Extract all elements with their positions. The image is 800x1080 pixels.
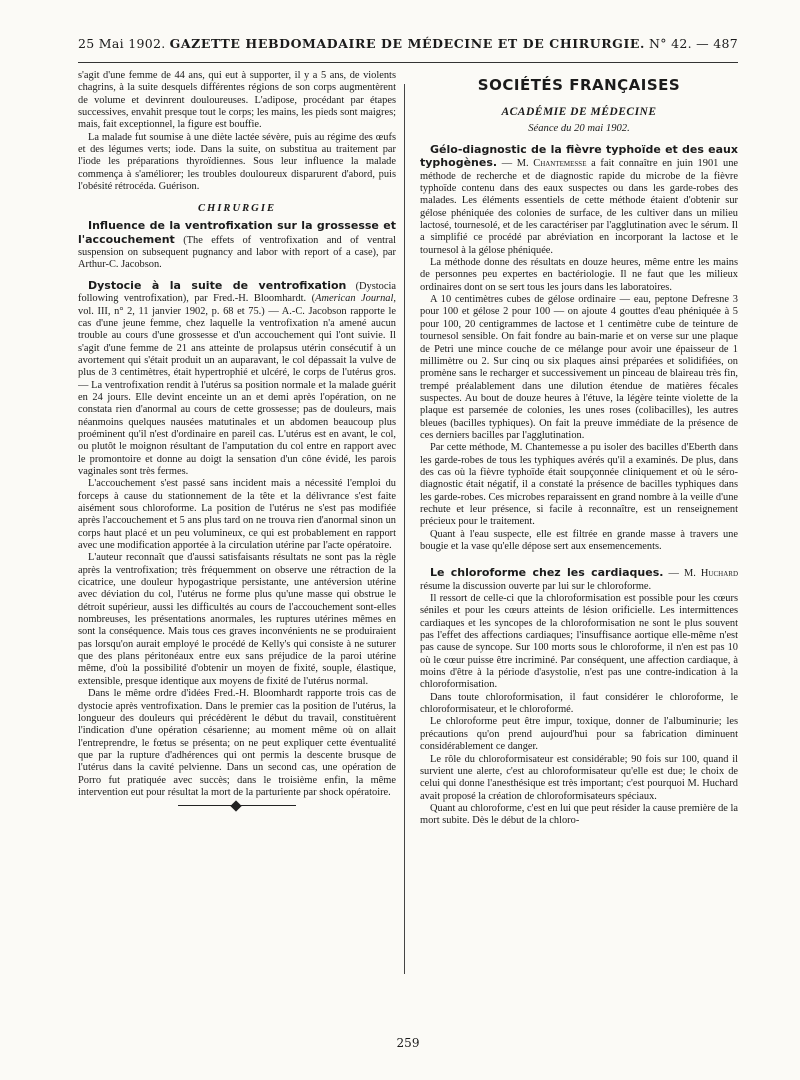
paragraph: Dans le même ordre d'idées Fred.-H. Bloomhardt rapporte trois cas de dystocie après ventrofixation. Dans le premier cas la position de l'utérus, la longueur des douleurs qui précédèrent le début du travail, constituèrent l'indication d'une opération césarienne; au moment même où on allait l'entreprendre, le fœtus se présenta; on ne peut expliquer cette éventualité que par la rupture d'adhérences qui ont permis la descente brusque de l'utérus dans la cavité pelvienne. Dans un second cas, une opération de Porro fut pratiquée avec succès; dans le troisième enfin, la même intervention eut pour résultat la mort de la parturiente par shock opératoire. xyxy=(78,688,396,798)
article-title: Le chloroforme chez les cardiaques. xyxy=(430,566,664,580)
paragraph: A 10 centimètres cubes de gélose ordinaire — eau, peptone Defresne 3 pour 100 et gélose 2 pour 100 — on ajoute 4 gouttes d'eau phéniquée à 5 pour 100, 20 centigrammes de lactose et 1 centimètre cube de teinture de tournesol sensible. On fait fondre au bain-marie et on verse sur une plaque de Petri une mince couche de ce mélange pour avoir une épaisseur de 1 millimètre ou 2. Sur cinq ou six plaques ainsi préparées et solidifiées, on promène sans le recharger et successivement un pinceau de blaireau très fin, trempé préalablement dans une dilution étendue de matières fécales suspectes. Au bout de douze heures à l'étuve, la légère teinte violette de la plaque est parsemée de colonies, les unes roses (colibacilles), les autres bleues (bacilles typhiques). On fait la preuve immédiate de la présence de ces derniers bacilles par l'agglutination. xyxy=(420,294,738,441)
paragraph: Dans toute chloroformisation, il faut considérer le chloroforme, le chloroformisateur, et le chloroformé. xyxy=(420,691,738,716)
article-title: Gélo-diagnostic de la fièvre typhoïde et des eaux typhogènes. xyxy=(420,143,738,170)
header-issue-page: N° 42. — 487 xyxy=(649,36,738,51)
article-title: Influence de la ventrofixation sur la grossesse et l'accouchement xyxy=(78,219,396,246)
section-heading: CHIRURGIE xyxy=(197,203,277,215)
header-journal-title: GAZETTE HEBDOMADAIRE DE MÉDECINE ET DE CHIRURGIE. xyxy=(169,36,645,51)
journal-name: American Journal xyxy=(315,293,394,305)
article-body: a fait connaître en juin 1901 une méthode de recherche et de diagnostic rapide du microbe de la fièvre typhoïde contenu dans des eaux suspectes ou dans les garde-robes des malades. Les éléments essentiels de cette méthode étaient d'obtenir sur gélose phéniquée des colonies de surface, de les cultiver dans un milieu lactosé, tournesolé, et de les caractériser par l'agglutination avec le sérum. Il a simplifié ce procédé par abréviation en incorporant la lactose et le tournesol à la gélose phéniquée. xyxy=(420,158,738,256)
text-columns xyxy=(78,70,738,1010)
section-title: SOCIÉTÉS FRANÇAISES xyxy=(477,76,681,94)
session-date: Séance du 20 mai 1902. xyxy=(528,123,630,134)
academy-heading: ACADÉMIE DE MÉDECINE xyxy=(501,106,657,118)
article-title: Dystocie à la suite de ventrofixation xyxy=(88,278,347,292)
paragraph: La malade fut soumise à une diète lactée sévère, puis au régime des œufs et des légumes verts; iode. Dans la suite, on substitua au traitement par l'iode les préparations thyroïdiennes. Sous leur influence la malade commença à s'améliorer; les troubles douloureux disparurent d'abord, puis l'obésité rétrocéda. Guérison. xyxy=(78,131,396,193)
article-reference: (Dystocia following ventrofixation), par Fred.-H. Bloomhardt. ( xyxy=(78,280,396,305)
paragraph: Quant à l'eau suspecte, elle est filtrée en grande masse à travers une bougie et la vase qu'elle dépose sert aux ensemencements. xyxy=(420,528,738,552)
right-column xyxy=(420,70,738,1010)
article-body: — A.-C. Jacobson rapporte le cas d'une jeune femme, chez laquelle la ventrofixation n'a amené aucun trouble au cours d'une grossesse et d'un accouchement qui l'ont suivie. Il s'agit d'une femme de 21 ans atteinte de prolapsus utérin consécutif à un avortement qui s'était produit un an auparavant, le col dépassait la vulve de plus de 3 centimètres, était hypertrophié et ulcéré, le corps de l'utérus gros. — La ventrofixation rendit à l'utérus sa position normale et la malade guérit en 24 jours. Elle devint enceinte un an et demi après l'opération, on ne constata rien d'anormal au cours de cette grossesse; pas de douleurs, mais néanmoins quelques nausées matutinales et un abdomen beaucoup plus proéminent qu'il n'est d'ordinaire en pareil cas. L'utérus est en avant, le col, ou plutôt le moignon résultant de l'amputation du col entre en rapport avec le promontoire et donne au doigt la sensation d'un cône évidé, les parois vaginales sont très fermes. xyxy=(78,305,396,477)
article-paragraph xyxy=(78,280,396,479)
article-reference: , vol. III, n° 2, 11 janvier 1902, p. 68 et 75.) xyxy=(78,293,396,317)
paragraph: Il ressort de celle-ci que la chloroformisation est possible pour les cœurs séniles et pour les cœurs atteints de lésion orificielle. Les intermittences cardiaques et les syncopes de la chloroformisation ne sont le plus souvent pas l'effet des affections cardiaques; l'insuffisance aortique elle-même n'est pas cause de syncope. Sur 100 morts sous le chloroforme, il n'en est pas 10 où le cœur puisse être incriminé. Par conséquent, une affection cardiaque, à moins d'être à la période d'asystolie, n'est pas une contre-indication à la chloroformisation. xyxy=(420,593,738,691)
newspaper-page xyxy=(78,36,738,1066)
end-ornament xyxy=(178,805,296,812)
header-date: 25 Mai 1902. xyxy=(78,36,166,51)
paragraph: La méthode donne des résultats en douze heures, même entre les mains de personnes peu expertes en bactériologie. Il ne faut que les milieux ordinaires dont on se sert tous les jours dans les laboratoires. xyxy=(420,257,738,293)
paragraph: Le rôle du chloroformisateur est considérable; 90 fois sur 100, quand il survient une alerte, c'est au chloroformisateur qu'elle est due; le choix de celui qui donne l'anesthésique est très important; c'est pourquoi M. Huchard avait proposé la création de chloroformisateurs spéciaux. xyxy=(420,753,738,802)
paragraph: Par cette méthode, M. Chantemesse a pu isoler des bacilles d'Eberth dans les garde-robes de tous les typhiques avérés qu'il a examinés. De plus, dans des cas où la fièvre typhoïde était soupçonnée cliniquement et où le séro-diagnostic était négatif, il a constaté la présence de bacilles typhiques dans les garde-robes. Ces microbes reparaissent en grand nombre à la veille d'une rechute et leur présence, si facile à reconnaître, est un renseignement précieux pour le traitement. xyxy=(420,442,738,528)
article-paragraph xyxy=(420,567,738,593)
page-number: 259 xyxy=(396,1036,420,1050)
article-paragraph xyxy=(420,144,738,257)
left-column xyxy=(78,70,402,1010)
article-paragraph xyxy=(78,220,396,271)
paragraph: s'agit d'une femme de 44 ans, qui eut à supporter, il y a 5 ans, de violents chagrins, à la suite desquels différentes régions de son corps augmentèrent de volume et devinrent douloureuses. L'adipose, procédant par étapes successives, envahit presque tout le corps; les mains, les pieds sont maigres; mais, fait exceptionnel, la figure est bouffie. xyxy=(78,70,396,131)
article-reference: (The effets of ventrofixation and of ventral suspension on subsequent pugnancy and labor with report of a case), par Arthur-C. Jacobson. xyxy=(78,234,396,271)
running-header xyxy=(78,36,738,63)
paragraph: L'auteur reconnaît que d'aussi satisfaisants résultats ne sont pas la règle après la ventrofixation; très fréquemment on observe une rétraction de la cicatrice, une douleur hypogastrique persistante, une antéversion utérine avec déviation du col, l'utérus ne forme plus qu'une masse qui obstrue le détroit supérieur, aussi les difficultés au cours de l'accouchement sont-elles nombreuses, les présentations anormales, les ruptures utérines mêmes en sont la conséquence. Mais tous ces graves inconvénients ne se produiraient pas lorsqu'on aurait employé le procédé de Kelly's qui consiste à ne suturer que des plans péritonéaux entre eux sans préjudice de la paroi utérine même, d'où la possibilité d'obtenir un moyen de fixité, souple, élastique, extensible, presque identique aux moyens de fixité de l'utérus normal. xyxy=(78,552,396,687)
paragraph: Le chloroforme peut être impur, toxique, donner de l'albuminurie; les précautions qu'on prend aujourd'hui pour sa fabrication diminuent considérablement ce danger. xyxy=(420,716,738,753)
article-body: résume la discussion ouverte par lui sur le chloroforme. xyxy=(420,580,652,592)
article-author: — M. Huchard xyxy=(663,568,738,580)
paragraph: L'accouchement s'est passé sans incident mais a nécessité l'emploi du forceps à cause du stationnement de la tête et la délivrance s'est faite aisément sous chloroforme. La position de l'utérus ne s'est pas modifiée après l'accouchement et 5 ans plus tard on ne trouva rien d'anormal sinon un corps haut placé et un peu volumineux, ce qui est probablement en rapport avec une modification apportée à la circulation utérine par l'acte opératoire. xyxy=(78,478,396,552)
paragraph: Quant au chloroforme, c'est en lui que peut résider la cause première de la mort subite. Dès le début de la chloro- xyxy=(420,802,738,827)
article-author: — M. Chantemesse xyxy=(497,158,587,170)
